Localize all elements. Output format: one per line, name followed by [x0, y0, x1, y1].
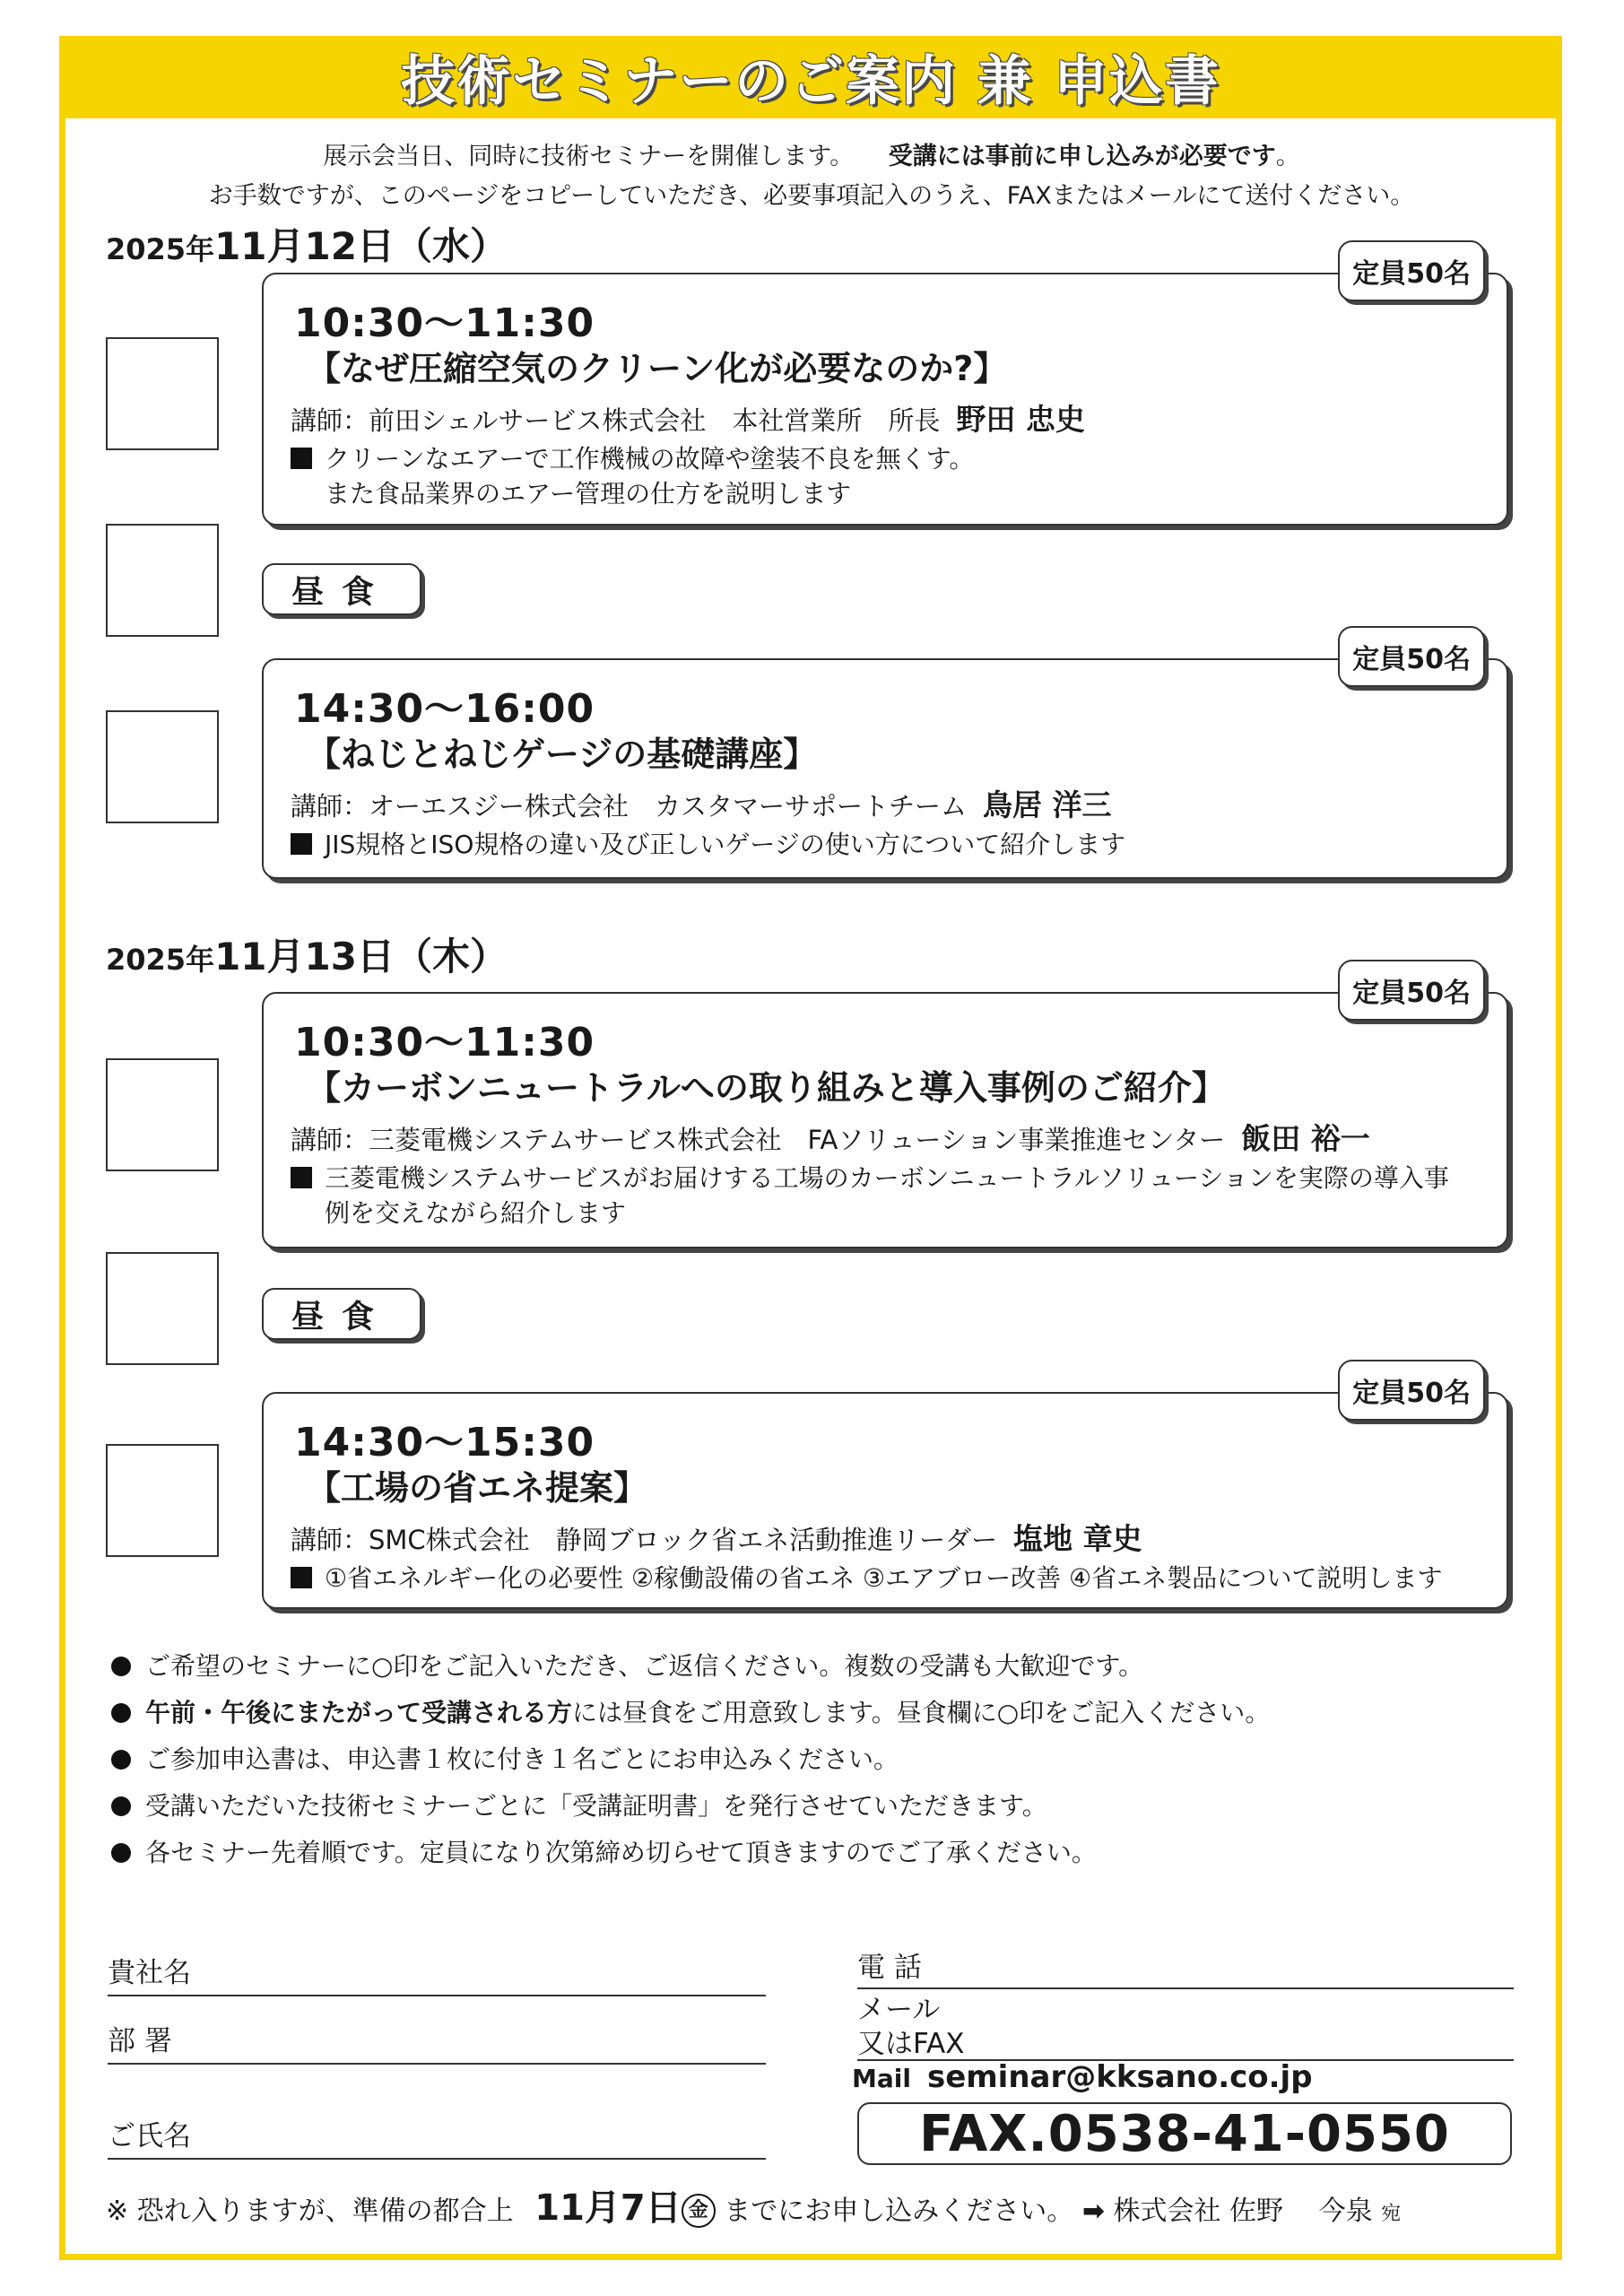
seminar-card-day1-2 [262, 644, 1508, 879]
note-text-bold: 午前・午後にまたがって受講される方 [145, 1698, 573, 1727]
seminar-time: 14:30〜15:30 [294, 1420, 595, 1465]
note-3 [111, 1740, 899, 1776]
bullet-square-icon [291, 448, 312, 469]
mail-address[interactable]: seminar@kksano.co.jp [926, 2059, 1313, 2095]
mail-fax-label-1: メール [857, 1994, 941, 2026]
seminar-time: 14:30〜16:00 [294, 686, 595, 732]
lecturer-name: 飯田 裕一 [1241, 1121, 1370, 1156]
lecturer-name: 野田 忠史 [956, 402, 1085, 437]
seminar-card-day2-1 [262, 978, 1508, 1248]
footer-note [106, 2179, 1401, 2231]
checkbox-day1-lunch[interactable] [106, 524, 219, 637]
capacity-badge: 定員50名 [1338, 960, 1485, 1021]
bullet-square-icon [291, 1167, 312, 1188]
day1-date [106, 217, 508, 271]
lecturer-affiliation: 講師：SMC株式会社 静岡ブロック省エネ活動推進リーダー [291, 1525, 998, 1555]
contact-mail [852, 2059, 1313, 2095]
name-label: ご氏名 [108, 2120, 191, 2152]
dept-field[interactable] [108, 2063, 766, 2065]
desc-line-1: 三菱電機システムサービスがお届けする工場のカーボンニュートラルソリューションを実際の導入事 [325, 1163, 1449, 1193]
seminar-title: 【カーボンニュートラルへの取り組みと導入事例のご紹介】 [307, 1068, 1226, 1108]
lecturer-name: 塩地 章史 [1013, 1521, 1142, 1556]
page-title: 技術セミナーのご案内 兼 申込書 [401, 50, 1220, 113]
day1-date-text: 11月12日（水） [214, 224, 508, 268]
seminar-card-day1-1 [262, 258, 1508, 526]
seminar-card-day2-2 [262, 1378, 1508, 1609]
bullet-dot-icon [111, 1657, 131, 1676]
phone-field[interactable] [857, 1987, 1514, 1989]
seminar-description [291, 1561, 1474, 1596]
day2-date [106, 927, 508, 981]
intro-text-b: 受講には事前に申し込みが必要です [888, 143, 1276, 170]
day1-year: 2025年 [106, 232, 215, 266]
seminar-time: 10:30〜11:30 [294, 1020, 595, 1065]
desc-line-2: また食品業界のエアー管理の仕方を説明します [325, 479, 852, 509]
intro-text-a: 展示会当日、同時に技術セミナーを開催します。 [323, 143, 855, 170]
title-bar [59, 36, 1562, 118]
seminar-description [291, 441, 1474, 511]
bullet-dot-icon [111, 1796, 131, 1816]
seminar-lecturer [291, 1516, 1142, 1558]
note-text: ご希望のセミナーに○印をご記入いただき、ご返信ください。複数の受講も大歓迎です。 [145, 1651, 1144, 1681]
bullet-dot-icon [111, 1843, 131, 1863]
note-text: 各セミナー先着順です。定員になり次第締め切らせて頂きますのでご了承ください。 [145, 1838, 1097, 1867]
lecturer-name: 鳥居 洋三 [983, 787, 1112, 822]
company-field[interactable] [108, 1995, 766, 1996]
seminar-title: 【工場の省エネ提案】 [307, 1468, 648, 1508]
day2-date-text: 11月13日（木） [214, 935, 508, 978]
footer-weekday-circle: 金 [682, 2194, 716, 2228]
seminar-title: 【ねじとねじゲージの基礎講座】 [307, 735, 818, 774]
checkbox-day2-seminar2[interactable] [106, 1444, 219, 1557]
lunch-label-day2: 昼食 [262, 1288, 421, 1340]
seminar-description [291, 827, 1474, 862]
day2-year: 2025年 [106, 943, 215, 977]
seminar-description [291, 1161, 1474, 1231]
seminar-title: 【なぜ圧縮空気のクリーン化が必要なのか?】 [307, 349, 1008, 388]
footer-suffix: までにお申し込みください。 [724, 2196, 1074, 2227]
note-text: ご参加申込書は、申込書１枚に付き１名ごとにお申込みください。 [145, 1744, 899, 1774]
mail-fax-label-2: 又はFAX [857, 2028, 965, 2060]
seminar-lecturer [291, 1116, 1370, 1158]
phone-label: 電 話 [857, 1952, 922, 1984]
footer-company: 株式会社 佐野 今泉 [1113, 2196, 1373, 2227]
lecturer-affiliation: 講師：三菱電機システムサービス株式会社 FAソリューション事業推進センター [291, 1125, 1226, 1155]
intro-text-c: 。 [1275, 143, 1300, 170]
arrow-right-icon: ➡ [1081, 2196, 1105, 2227]
footer-deadline: 11月7日 [534, 2187, 682, 2229]
bullet-square-icon [291, 1567, 312, 1588]
desc-line-1: クリーンなエアーで工作機械の故障や塗装不良を無くす。 [325, 444, 975, 474]
note-4 [111, 1787, 1047, 1822]
seminar-lecturer [291, 782, 1112, 824]
mail-label: Mail [852, 2064, 911, 2093]
dept-label: 部 署 [108, 2025, 172, 2057]
bullet-square-icon [291, 833, 312, 855]
capacity-badge: 定員50名 [1338, 1360, 1485, 1421]
note-5 [111, 1833, 1097, 1869]
footer-honorific: 宛 [1381, 2203, 1402, 2225]
mail-fax-label [857, 1993, 964, 2061]
checkbox-day1-seminar2[interactable] [106, 710, 219, 823]
desc-line-1: ①省エネルギー化の必要性 ②稼働設備の省エネ ③エアブロー改善 ④省エネ製品について説明します [325, 1563, 1443, 1593]
checkbox-day1-seminar1[interactable] [106, 337, 219, 450]
checkbox-day2-seminar1[interactable] [106, 1058, 219, 1171]
company-label: 貴社名 [108, 1957, 191, 1989]
seminar-time: 10:30〜11:30 [294, 300, 595, 346]
note-1 [111, 1647, 1143, 1683]
bullet-dot-icon [111, 1750, 131, 1770]
lecturer-affiliation: 講師：オーエスジー株式会社 カスタマーサポートチーム [291, 791, 968, 822]
lunch-label-day1: 昼食 [262, 563, 421, 615]
lecturer-affiliation: 講師：前田シェルサービス株式会社 本社営業所 所長 [291, 405, 941, 436]
capacity-badge: 定員50名 [1338, 626, 1485, 687]
footer-prefix: ※ 恐れ入りますが、準備の都合上 [106, 2196, 514, 2227]
seminar-lecturer [291, 396, 1085, 439]
capacity-badge: 定員50名 [1338, 240, 1485, 301]
desc-line-2: 例を交えながら紹介します [325, 1198, 627, 1228]
note-text: には昼食をご用意致します。昼食欄に○印をご記入ください。 [572, 1698, 1271, 1727]
note-2 [111, 1693, 1270, 1729]
bullet-dot-icon [111, 1703, 131, 1723]
intro-line-1 [90, 136, 1533, 171]
checkbox-day2-lunch[interactable] [106, 1252, 219, 1365]
name-field[interactable] [108, 2158, 766, 2160]
desc-line-1: JIS規格とISO規格の違い及び正しいゲージの使い方について紹介します [325, 830, 1126, 859]
intro-line-2: お手数ですが、このページをコピーしていただき、必要事項記入のうえ、FAXまたはメールにて送付ください。 [208, 182, 1415, 210]
note-text: 受講いただいた技術セミナーごとに「受講証明書」を発行させていただきます。 [145, 1791, 1047, 1821]
contact-fax: FAX.0538-41-0550 [857, 2102, 1512, 2165]
